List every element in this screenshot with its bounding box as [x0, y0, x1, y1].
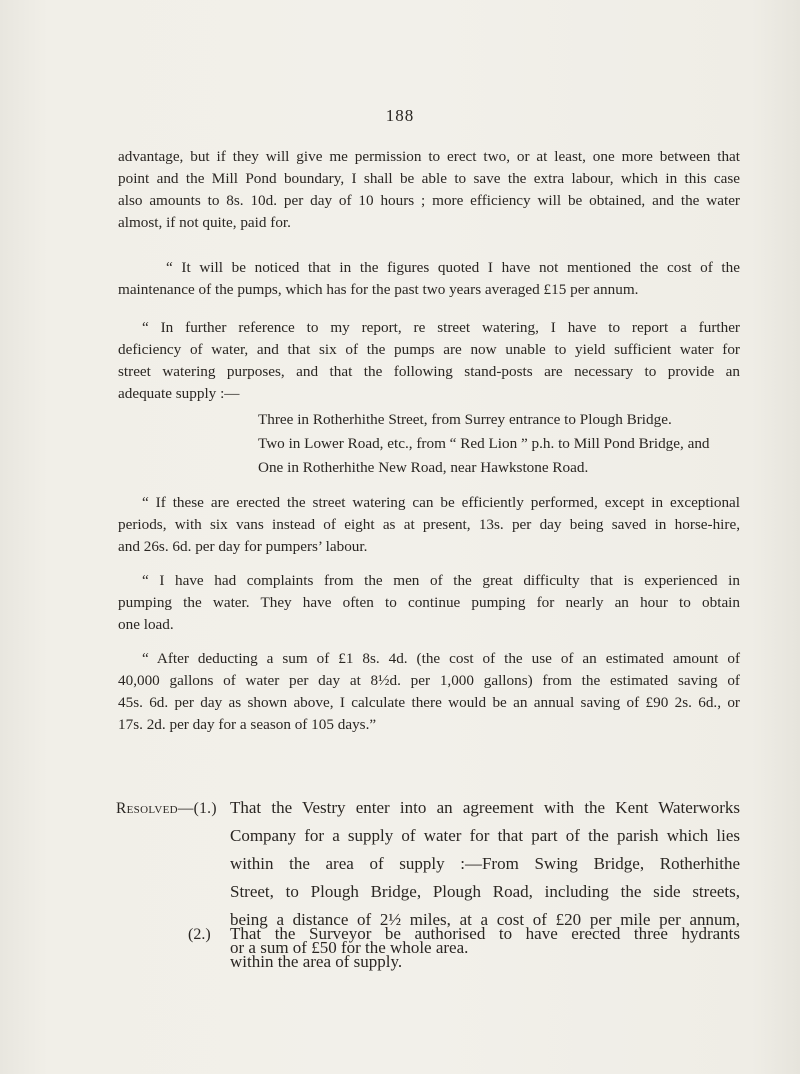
- resolution-item-2: [230, 920, 740, 976]
- text-line: within the area of supply :—From Swing Bridge, Rotherhithe: [230, 854, 740, 873]
- text-line: almost, if not quite, paid for.: [118, 214, 291, 231]
- page-number: 188: [385, 106, 415, 125]
- text-line: advantage, but if they will give me permission to erect two, or at least, one more between that: [118, 148, 740, 165]
- text-line: 17s. 2d. per day for a season of 105 days.”: [118, 716, 377, 733]
- text-line: “ In further reference to my report, re street watering, I have to report a further: [142, 319, 740, 336]
- text-line: adequate supply :—: [118, 385, 240, 402]
- paragraph-street-watering: [118, 317, 740, 405]
- list-item: One in Rotherhithe New Road, near Hawkstone Road.: [258, 459, 589, 476]
- text-line: 40,000 gallons of water per day at 8½d. per 1,000 gallons) from the estimated saving of: [118, 672, 740, 689]
- standposts-list: [258, 408, 738, 480]
- text-line: point and the Mill Pond boundary, I shall be able to save the extra labour, which in this case: [118, 170, 740, 187]
- list-item: Two in Lower Road, etc., from “ Red Lion ” p.h. to Mill Pond Bridge, and: [258, 435, 710, 452]
- resolved-label: Resolved—(1.): [116, 800, 217, 817]
- text-line: pumping the water. They have often to continue pumping for nearly an hour to obtain: [118, 594, 740, 611]
- text-line: one load.: [118, 616, 174, 633]
- text-line: maintenance of the pumps, which has for the past two years averaged £15 per annum.: [118, 281, 639, 298]
- text-line: being a distance of 2½ miles, at a cost of £20 per mile per annum,: [230, 910, 740, 929]
- text-line: 45s. 6d. per day as shown above, I calculate there would be an annual saving of £90 2s. 6d., or: [118, 694, 740, 711]
- paragraph-advantage: [118, 146, 740, 234]
- text-line: “ I have had complaints from the men of the great difficulty that is experienced in: [142, 572, 740, 589]
- text-line: Street, to Plough Bridge, Plough Road, including the side streets,: [230, 882, 740, 901]
- text-line: Company for a supply of water for that part of the parish which lies: [230, 826, 740, 845]
- text-line: “ It will be noticed that in the figures quoted I have not mentioned the cost of the: [166, 259, 740, 276]
- text-line: within the area of supply.: [230, 952, 403, 971]
- text-line: also amounts to 8s. 10d. per day of 10 hours ; more efficiency will be obtained, and the water: [118, 192, 740, 209]
- text-line: That the Vestry enter into an agreement with the Kent Waterworks: [230, 798, 740, 817]
- text-line: “ After deducting a sum of £1 8s. 4d. (the cost of the use of an estimated amount of: [142, 650, 740, 667]
- text-line: “ If these are erected the street watering can be efficiently performed, except in exceptional: [142, 494, 740, 511]
- paragraph-complaints: [118, 570, 740, 636]
- text-line: street watering purposes, and that the following stand-posts are necessary to provide an: [118, 363, 740, 380]
- paragraph-erected: [118, 492, 740, 558]
- text-line: or a sum of £50 for the whole area.: [230, 938, 469, 957]
- list-item: Three in Rotherhithe Street, from Surrey entrance to Plough Bridge.: [258, 411, 672, 428]
- resolution-number-2: (2.): [188, 926, 211, 943]
- text-line: deficiency of water, and that six of the pumps are now unable to yield sufficient water for: [118, 341, 740, 358]
- text-line: periods, with six vans instead of eight as at present, 13s. per day being saved in horse-hire,: [118, 516, 740, 533]
- text-line: and 26s. 6d. per day for pumpers’ labour.: [118, 538, 368, 555]
- paragraph-deducting: [118, 648, 740, 736]
- text-line: That the Surveyor be authorised to have erected three hydrants: [230, 924, 740, 943]
- paragraph-maintenance: [118, 257, 740, 301]
